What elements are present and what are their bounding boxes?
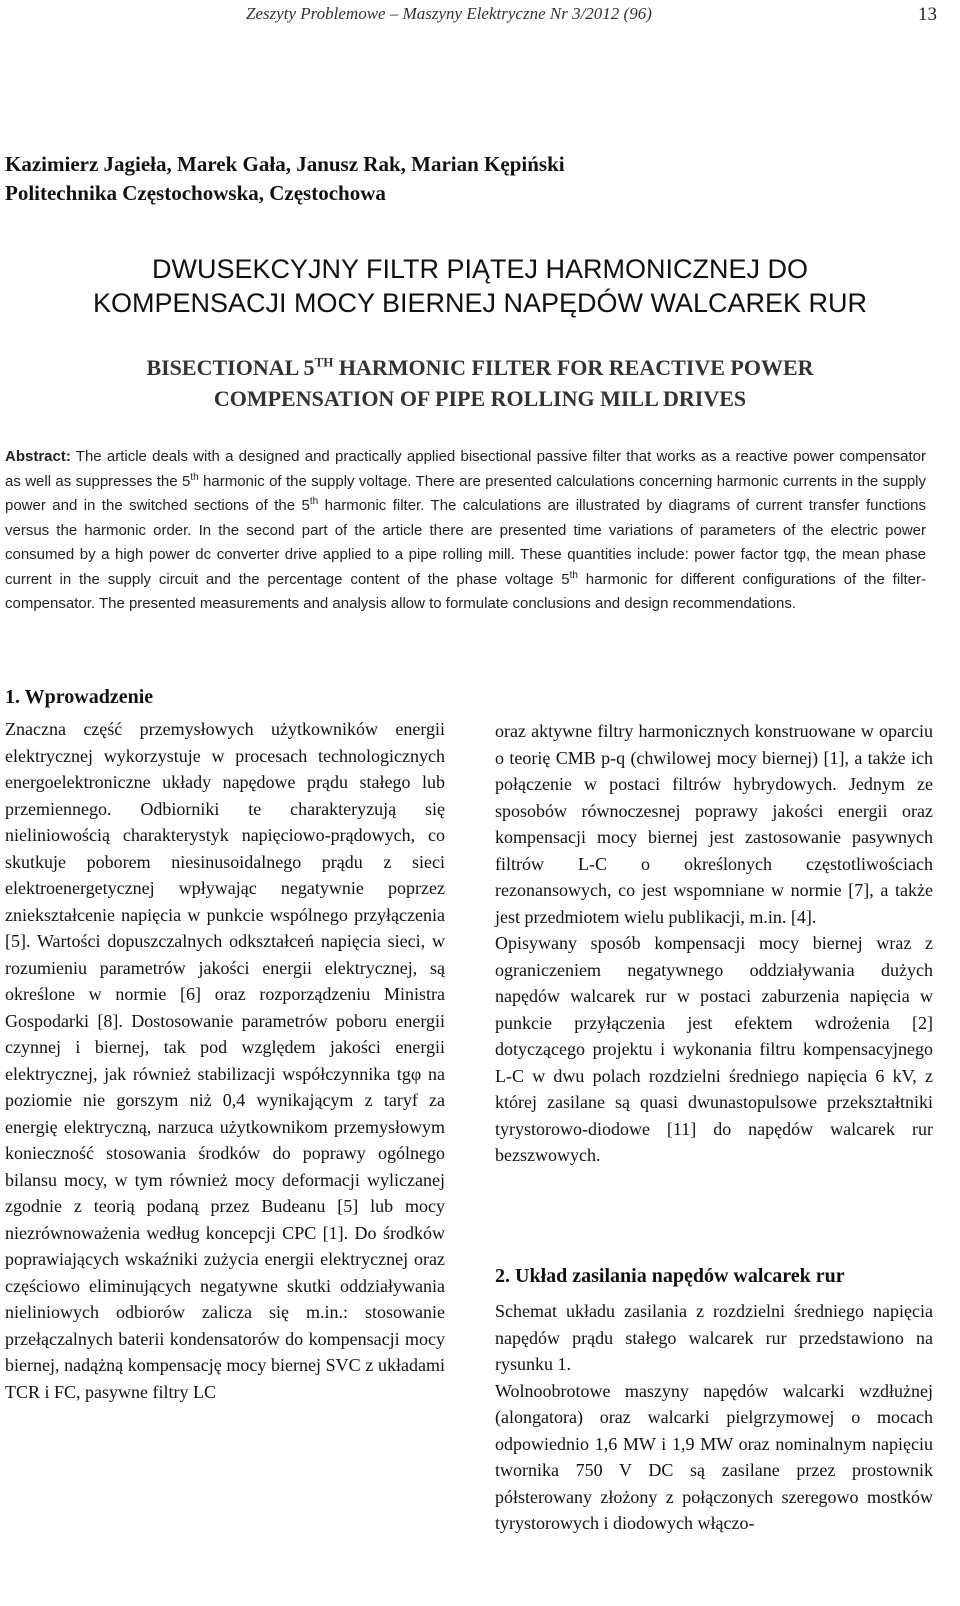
title-english-line-1-a: BISECTIONAL 5 (146, 355, 315, 380)
author-block (5, 150, 565, 208)
section-1-heading: 1. Wprowadzenie (5, 686, 154, 708)
abstract (5, 445, 926, 617)
title-english-line-1-b: HARMONIC FILTER FOR REACTIVE POWER (333, 355, 814, 380)
title-english (0, 352, 960, 414)
title-polish-line-1: DWUSEKCYJNY FILTR PIĄTEJ HARMONICZNEJ DO (151, 254, 809, 284)
author-affiliation: Politechnika Częstochowska, Częstochowa (5, 181, 386, 205)
right-column-section-1 (495, 718, 933, 1169)
abstract-sup-3: th (569, 569, 578, 581)
title-english-line-2: COMPENSATION OF PIPE ROLLING MILL DRIVES (213, 386, 747, 411)
page-number: 13 (918, 4, 937, 25)
left-column (5, 716, 445, 1405)
abstract-text-4: harmonic for different configurations of the filter-compensator. The presented measurements and analysis allow to formulate conclusions and design recommendations. (5, 570, 926, 612)
title-polish-line-2: KOMPENSACJI MOCY BIERNEJ NAPĘDÓW WALCAREK RUR (92, 288, 868, 318)
section-1-left-paragraph: Znaczna część przemysłowych użytkowników energii elektrycznej wykorzystuje w procesach technologicznych energoelektroniczne układy napędowe prądu stałego lub przemiennego. Odbiorniki te charakteryzują się nieliniowością charakterystyk napięciowo-prądowych, co skutkuje poborem niesinusoidalnego prądu z sieci elektroenergetycznej wpływając negatywnie poprzez zniekształcenie napięcia w punkcie wspólnego przyłączenia [5]. Wartości dopuszczalnych odkształceń napięcia sieci, w rozumieniu parametrów jakości energii elektrycznej, są określone w normie [6] oraz rozporządzeniu Ministra Gospodarki [8]. Dostosowanie parametrów poboru energii czynnej i biernej, tak pod względem jakości energii elektrycznej, jak również stabilizacji współczynnika tgφ na poziomie nie gorszym niż 0,4 wynikającym z taryf za energię elektryczną, narzuca użytkownikom przemysłowym konieczność stosowania środków do poprawy ogólnego bilansu mocy, w tym również mocy deformacji wyliczanej zgodnie z teorią podaną przez Budeanu [5] lub mocy niezrównoważenia według koncepcji CPC [1]. Do środków poprawiających wskaźniki zużycia energii elektrycznej oraz częściowo eliminujących negatywne skutki oddziaływania nieliniowych odbiorów zalicza się m.in.: stosowanie przełączalnych baterii kondensatorów do kompensacji mocy biernej, nadążną kompensację mocy biernej SVC z układami TCR i FC, pasywne filtry LC (5, 719, 445, 1402)
abstract-text-2: harmonic of the supply voltage. There are presented calculations concerning harmonic currents in the supply power and in the switched sections of the 5 (5, 472, 927, 514)
right-column-section-2 (495, 1298, 933, 1537)
abstract-sup-1: th (190, 471, 199, 483)
abstract-sup-2: th (309, 496, 319, 507)
abstract-text-3: harmonic filter. The calculations are illustrated by diagrams of current transfer functions versus the harmonic order. In the second part of the article there are presented time variations of parameters of the electric power consumed by a high power dc converter drive applied to a pipe rolling mill. These quantities include: power factor tgφ, the mean phase current in the supply circuit and the percentage content of the phase voltage 5 (5, 497, 927, 588)
title-polish (0, 252, 960, 320)
running-head: Zeszyty Problemowe – Maszyny Elektryczne Nr 3/2012 (96) (246, 4, 652, 23)
section-1-right-paragraph-2: Opisywany sposób kompensacji mocy biernej wraz z ograniczeniem negatywnego oddziaływania dużych napędów walcarek rur w postaci zaburzenia napięcia w punkcie przyłączenia jest efektem wdrożenia [2] dotyczącego projektu i wykonania filtru kompensacyjnego L-C w dwu polach rozdzielni średniego napięcia 6 kV, z której zasilane są quasi dwunastopulsowe przekształtniki tyrystorowo-diodowe [11] do napędów walcarek rur bezszwowych. (495, 933, 933, 1165)
author-names: Kazimierz Jagieła, Marek Gała, Janusz Rak, Marian Kępiński (5, 152, 565, 176)
section-2-paragraph-1: Schemat układu zasilania z rozdzielni średniego napięcia napędów prądu stałego walcarek rur przedstawiono na rysunku 1. (495, 1301, 933, 1374)
section-1-right-paragraph-1: oraz aktywne filtry harmonicznych konstruowane w oparciu o teorię CMB p-q (chwilowej mocy biernej) [1], a także ich połączenie w postaci filtrów hybrydowych. Jednym ze sposobów równoczesnej poprawy jakości energii oraz kompensacji mocy biernej jest zastosowanie pasywnych filtrów L-C o określonych częstotliwościach rezonansowych, co jest wspomniane w normie [7], a także jest przedmiotem wielu publikacji, m.in. [4]. (495, 721, 933, 927)
title-english-superscript: TH (314, 354, 334, 370)
section-2-paragraph-2: Wolnoobrotowe maszyny napędów walcarki wzdłużnej (alongatora) oraz walcarki pielgrzymowej o mocach odpowiednio 1,6 MW i 1,9 MW oraz nominalnym napięciu twornika 750 V DC są zasilane przez prostownik półsterowany złożony z połączonych szeregowo mostków tyrystorowych i diodowych włączo- (495, 1380, 933, 1533)
abstract-text-1: The article deals with a designed and practically applied bisectional passive filter that works as a reactive power compensator as well as suppresses the 5 (5, 448, 926, 490)
title-english-line-1 (0, 352, 960, 383)
abstract-label: Abstract: (5, 448, 71, 465)
section-2-heading: 2. Układ zasilania napędów walcarek rur (495, 1265, 845, 1287)
